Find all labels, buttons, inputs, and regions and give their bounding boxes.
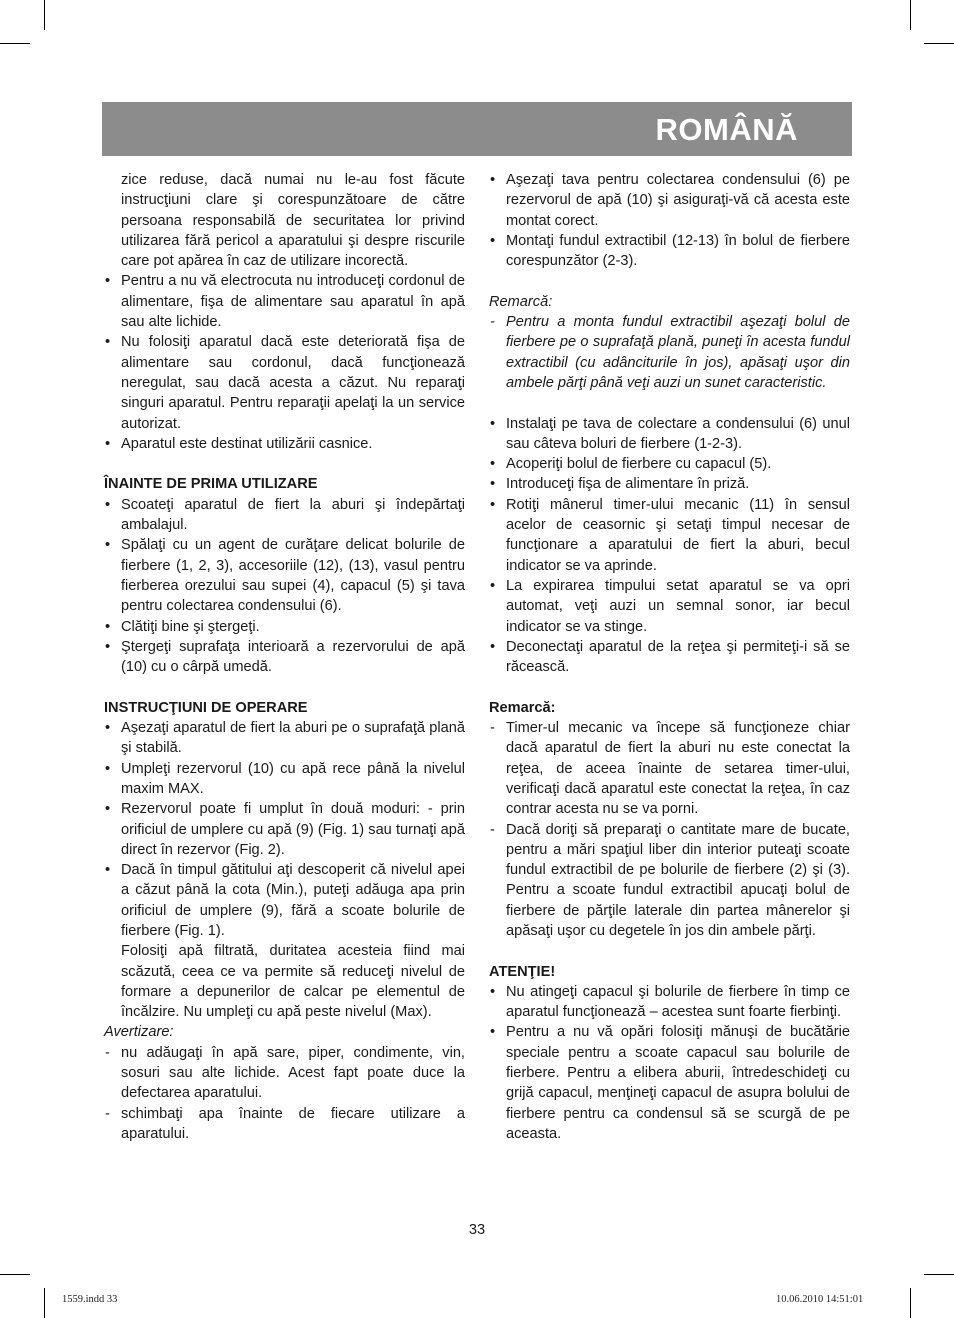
bullet-marker: • xyxy=(105,862,111,879)
dash-marker: - xyxy=(490,314,495,331)
list-item-text: Acoperiţi bolul de fierbere cu capacul (5). xyxy=(506,456,772,473)
dash-marker: - xyxy=(105,1105,110,1122)
spacer xyxy=(489,941,850,961)
bullet-marker: • xyxy=(490,476,496,493)
page-number: 33 xyxy=(468,1222,486,1238)
list-item xyxy=(489,820,850,942)
list-item xyxy=(104,495,465,536)
list-item xyxy=(489,454,850,474)
bullet-marker: • xyxy=(490,496,496,513)
list-item xyxy=(489,718,850,819)
dash-marker: - xyxy=(490,821,495,838)
bullet-marker: • xyxy=(105,638,111,655)
paragraph: Folosiţi apă filtrată, duritatea acesteia fiind mai scăzută, ceea ce va permite să reduceţi nivelul de formare a depunerilor de calcar pe elementul de încălzire. Nu umpleţi cu apă peste nivelul (Max). xyxy=(121,943,465,1021)
date-slug: 10.06.2010 14:51:01 xyxy=(776,1294,864,1305)
list-item xyxy=(104,637,465,678)
list-item-text: Pentru a nu vă opări folosiţi mănuşi de bucătărie speciale pentru a scoate capacul sau bolurile de fierbere. Pentru a elibera aburii, întredeschideţi cu grijă capacul, menţineţi capacul de asupra bolului de fierbere pentru ca condensul să se scurgă de pe aceasta. xyxy=(506,1024,850,1142)
crop-mark xyxy=(924,1274,954,1275)
section-heading: INSTRUCŢIUNI DE OPERARE xyxy=(104,699,308,716)
note-label: Remarcă: xyxy=(489,293,553,310)
list-item-text: Aşezaţi aparatul de fiert la aburi pe o suprafaţă plană şi stabilă. xyxy=(121,720,465,757)
dash-marker: - xyxy=(490,720,495,737)
list-item-text: schimbaţi apa înainte de fiecare utilizare a aparatului. xyxy=(121,1105,465,1142)
bullet-marker: • xyxy=(490,172,496,188)
section-heading: Remarcă: xyxy=(489,699,556,716)
list-item-text: Aşezaţi tava pentru colectarea condensului (6) pe rezervorul de apă (10) şi asiguraţi-vă că acesta este montat corect. xyxy=(506,172,850,229)
list-item xyxy=(489,231,850,272)
section-heading: ÎNAINTE DE PRIMA UTILIZARE xyxy=(104,476,318,493)
bullet-marker: • xyxy=(490,638,496,655)
list-item xyxy=(104,799,465,860)
bullet-marker: • xyxy=(105,334,111,351)
list-item-text: Spălaţi cu un agent de curăţare delicat bolurile de fierbere (1, 2, 3), accesoriile (12), (13), vasul pentru fierberea orezului sau supei (4), capacul (5) şi tava pentru colectarea condensului (6). xyxy=(121,537,465,615)
list-item-text: Pentru a monta fundul extractibil aşezaţi bolul de fierbere pe o suprafaţă plană, puneţi în acesta fundul extractibil (cu adânciturile în jos), apăsaţi uşor din ambele părţi până veţi auzi un sunet caracteristic. xyxy=(506,314,850,391)
left-column xyxy=(104,170,465,1144)
right-column xyxy=(489,170,850,1144)
bullet-marker: • xyxy=(105,496,111,513)
list-item-text: nu adăugaţi în apă sare, piper, condimente, vin, sosuri sau alte lichide. Acest fapt poate duce la defectarea aparatului. xyxy=(121,1044,465,1102)
bullet-marker: • xyxy=(490,415,496,432)
list-item xyxy=(104,535,465,616)
spacer xyxy=(489,677,850,697)
list-item xyxy=(104,1104,465,1145)
list-item xyxy=(489,312,850,393)
list-item xyxy=(104,434,465,454)
list-item-text: La expirarea timpului setat aparatul se va opri automat, veţi auzi un semnal sonor, iar becul indicator se va stinge. xyxy=(506,577,850,635)
crop-mark xyxy=(0,43,30,44)
bullet-marker: • xyxy=(490,1024,496,1041)
list-item xyxy=(489,474,850,494)
list-item-text: Deconectaţi aparatul de la reţea şi permiteţi-i să se răcească. xyxy=(506,638,850,676)
list-item-text: Timer-ul mecanic va începe să funcţioneze chiar dacă aparatul de fiert la aburi nu este conectat la reţea, de aceea înainte de setarea timer-ului, verificaţi dacă aparatul este conectat la reţea, în caz contrar acesta nu se va porni. xyxy=(506,720,850,818)
file-slug: 1559.indd 33 xyxy=(62,1294,118,1305)
bullet-marker: • xyxy=(490,456,496,473)
list-item xyxy=(104,332,465,433)
list-item-text: Pentru a nu vă electrocuta nu introduceţi cordonul de alimentare, fişa de alimentare sau aparatul în apă sau alte lichide. xyxy=(121,273,465,331)
bullet-marker: • xyxy=(105,537,111,554)
bullet-marker: • xyxy=(105,435,111,452)
note-label: Avertizare: xyxy=(104,1024,174,1041)
crop-mark xyxy=(0,1274,30,1275)
list-item xyxy=(104,617,465,637)
section-heading: ATENŢIE! xyxy=(489,963,556,980)
list-item xyxy=(104,860,465,941)
spacer xyxy=(489,271,850,291)
list-item-text: Introduceţi fişa de alimentare în priză. xyxy=(506,476,750,493)
list-item xyxy=(489,637,850,678)
bullet-marker: • xyxy=(105,760,111,777)
crop-mark xyxy=(910,0,911,30)
list-item-text: Dacă în timpul gătitului aţi descoperit că nivelul apei a căzut până la cota (Min.), puteţi adăuga apa prin orificiul de umplere (9), fără a scoate bolurile de fierbere (Fig. 1). xyxy=(121,862,465,939)
spacer xyxy=(104,677,465,697)
list-item xyxy=(489,170,850,231)
crop-mark xyxy=(910,1288,911,1318)
list-item-text: Umpleţi rezervorul (10) cu apă rece până la nivelul maxim MAX. xyxy=(121,760,465,797)
list-item-text: Dacă doriţi să preparaţi o cantitate mare de bucate, pentru a mări spaţiul liber din interior puteaţi scoate fundul extractibil de pe bolurile de fierbere (2) şi (3). Pentru a scoate fundul extractibil apucaţi bolul de fierbere de părţile laterale din partea mânerelor şi apăsaţi uşor cu degetele în jos din ambele părţi. xyxy=(506,821,850,939)
list-item-text: Instalaţi pe tava de colectare a condensului (6) unul sau câteva boluri de fierbere (1-2-3). xyxy=(506,415,850,452)
list-item xyxy=(489,414,850,455)
crop-mark xyxy=(44,0,45,30)
list-item xyxy=(104,759,465,800)
list-item xyxy=(489,495,850,576)
list-item-text: Rotiţi mânerul timer-ului mecanic (11) în sensul acelor de ceasornic şi setaţi timpul necesar de funcţionare a aparatului de fiert la aburi, becul indicator se va aprinde. xyxy=(506,496,850,574)
crop-mark xyxy=(44,1288,45,1318)
list-item xyxy=(104,271,465,332)
paragraph: zice reduse, dacă numai nu le-au fost făcute instrucţiuni clare şi corespunzătoare de către persoana responsabilă de securitatea lor privind utilizarea fără pericol a aparatului şi despre riscurile care pot apărea în caz de utilizare incorectă. xyxy=(121,172,465,270)
list-item-text: Ştergeţi suprafaţa interioară a rezervorului de apă (10) cu o cârpă umedă. xyxy=(121,638,465,676)
list-item-text: Montaţi fundul extractibil (12-13) în bolul de fierbere corespunzător (2-3). xyxy=(506,232,850,270)
bullet-marker: • xyxy=(490,983,496,1000)
list-item xyxy=(104,1043,465,1104)
list-item-text: Aparatul este destinat utilizării casnice. xyxy=(121,435,373,452)
spacer xyxy=(104,454,465,474)
bullet-marker: • xyxy=(105,720,111,737)
bullet-marker: • xyxy=(490,577,496,594)
language-banner xyxy=(102,102,852,156)
crop-mark xyxy=(924,43,954,44)
bullet-marker: • xyxy=(105,801,111,818)
list-item xyxy=(489,576,850,637)
bullet-marker: • xyxy=(105,273,111,290)
list-item-text: Clătiţi bine şi ştergeţi. xyxy=(121,618,260,635)
list-item-text: Rezervorul poate fi umplut în două moduri: - prin orificiul de umplere cu apă (9) (Fig. 1) sau turnaţi apă direct în rezervor (Fig. 2). xyxy=(121,801,465,858)
list-item xyxy=(489,982,850,1023)
page-title: ROMÂNĂ xyxy=(655,112,798,147)
list-item-text: Scoateţi aparatul de fiert la aburi şi îndepărtaţi ambalajul. xyxy=(121,496,465,534)
list-item xyxy=(489,1022,850,1144)
dash-marker: - xyxy=(105,1044,110,1061)
list-item xyxy=(104,718,465,759)
bullet-marker: • xyxy=(490,232,496,249)
bullet-marker: • xyxy=(105,618,111,635)
spacer xyxy=(489,393,850,413)
list-item-text: Nu folosiţi aparatul dacă este deteriorată fişa de alimentare sau cordonul, dacă funcţionează neregulat, sau dacă acesta a căzut. Nu reparaţi singuri aparatul. Pentru reparaţii apelaţi la un service autorizat. xyxy=(121,334,465,432)
list-item-text: Nu atingeţi capacul şi bolurile de fierbere în timp ce aparatul funcţionează – acestea sunt foarte fierbinţi. xyxy=(506,983,850,1021)
